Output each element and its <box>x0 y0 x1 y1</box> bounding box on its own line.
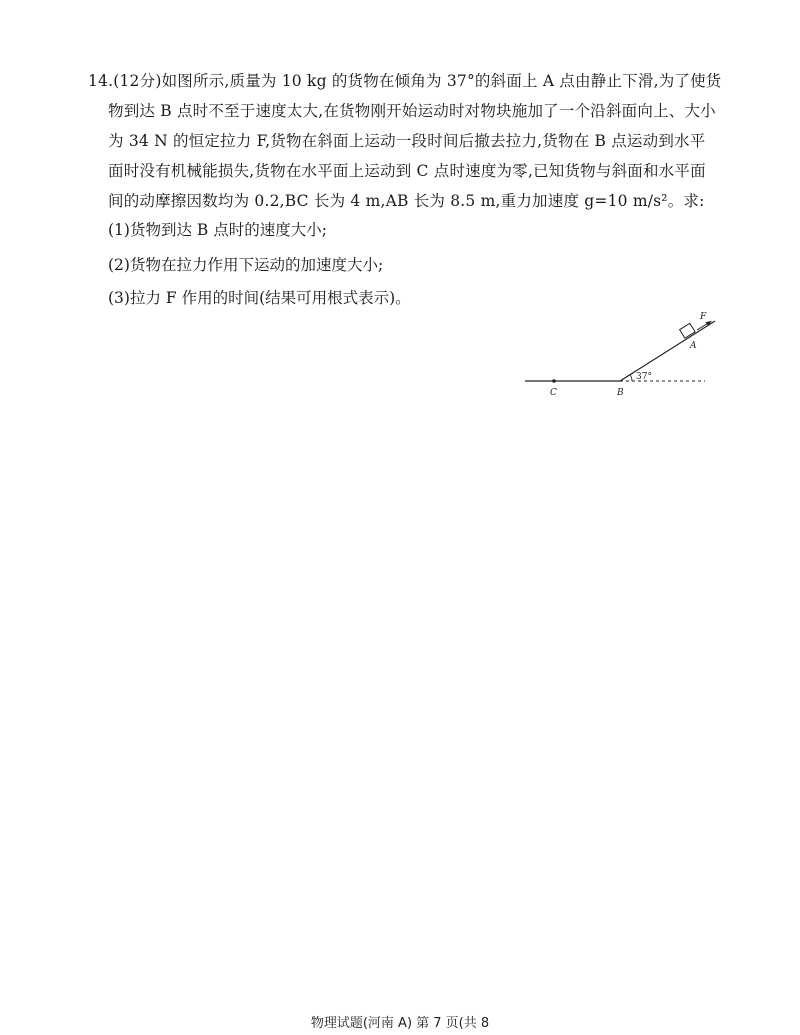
page-footer: 物理试题(河南 A) 第 7 页(共 8 <box>310 1016 490 1031</box>
label-b: B <box>617 388 624 398</box>
label-c: C <box>550 388 557 398</box>
question-line-1: 14.(12分)如图所示,质量为 10 kg 的货物在倾角为 37°的斜面上 A 点由静止下滑,为了使货 <box>88 72 722 90</box>
sub-question-2: (2)货物在拉力作用下运动的加速度大小; <box>108 256 384 274</box>
cargo-block <box>680 323 695 338</box>
question-14 <box>88 66 728 216</box>
incline-diagram <box>520 305 720 405</box>
question-line-3: 为 34 N 的恒定拉力 F,货物在斜面上运动一段时间后撤去拉力,货物在 B 点运动到水平 <box>108 132 706 150</box>
incline-line <box>620 321 715 381</box>
question-line-2: 物到达 B 点时不至于速度太大,在货物刚开始运动时对物块施加了一个沿斜面向上、大小 <box>108 102 716 120</box>
sub-question-1: (1)货物到达 B 点时的速度大小; <box>108 221 327 239</box>
question-line-5: 间的动摩擦因数均为 0.2,BC 长为 4 m,AB 长为 8.5 m,重力加速度 g=10 m/s²。求: <box>108 192 705 210</box>
label-force: F <box>700 312 707 322</box>
question-line-4: 面时没有机械能损失,货物在水平面上运动到 C 点时速度为零,已知货物与斜面和水平面 <box>108 162 706 180</box>
angle-arc <box>630 375 632 381</box>
point-c-dot <box>552 379 556 383</box>
angle-label: 37° <box>636 372 652 382</box>
label-a: A <box>690 341 697 351</box>
sub-question-3: (3)拉力 F 作用的时间(结果可用根式表示)。 <box>108 289 411 307</box>
